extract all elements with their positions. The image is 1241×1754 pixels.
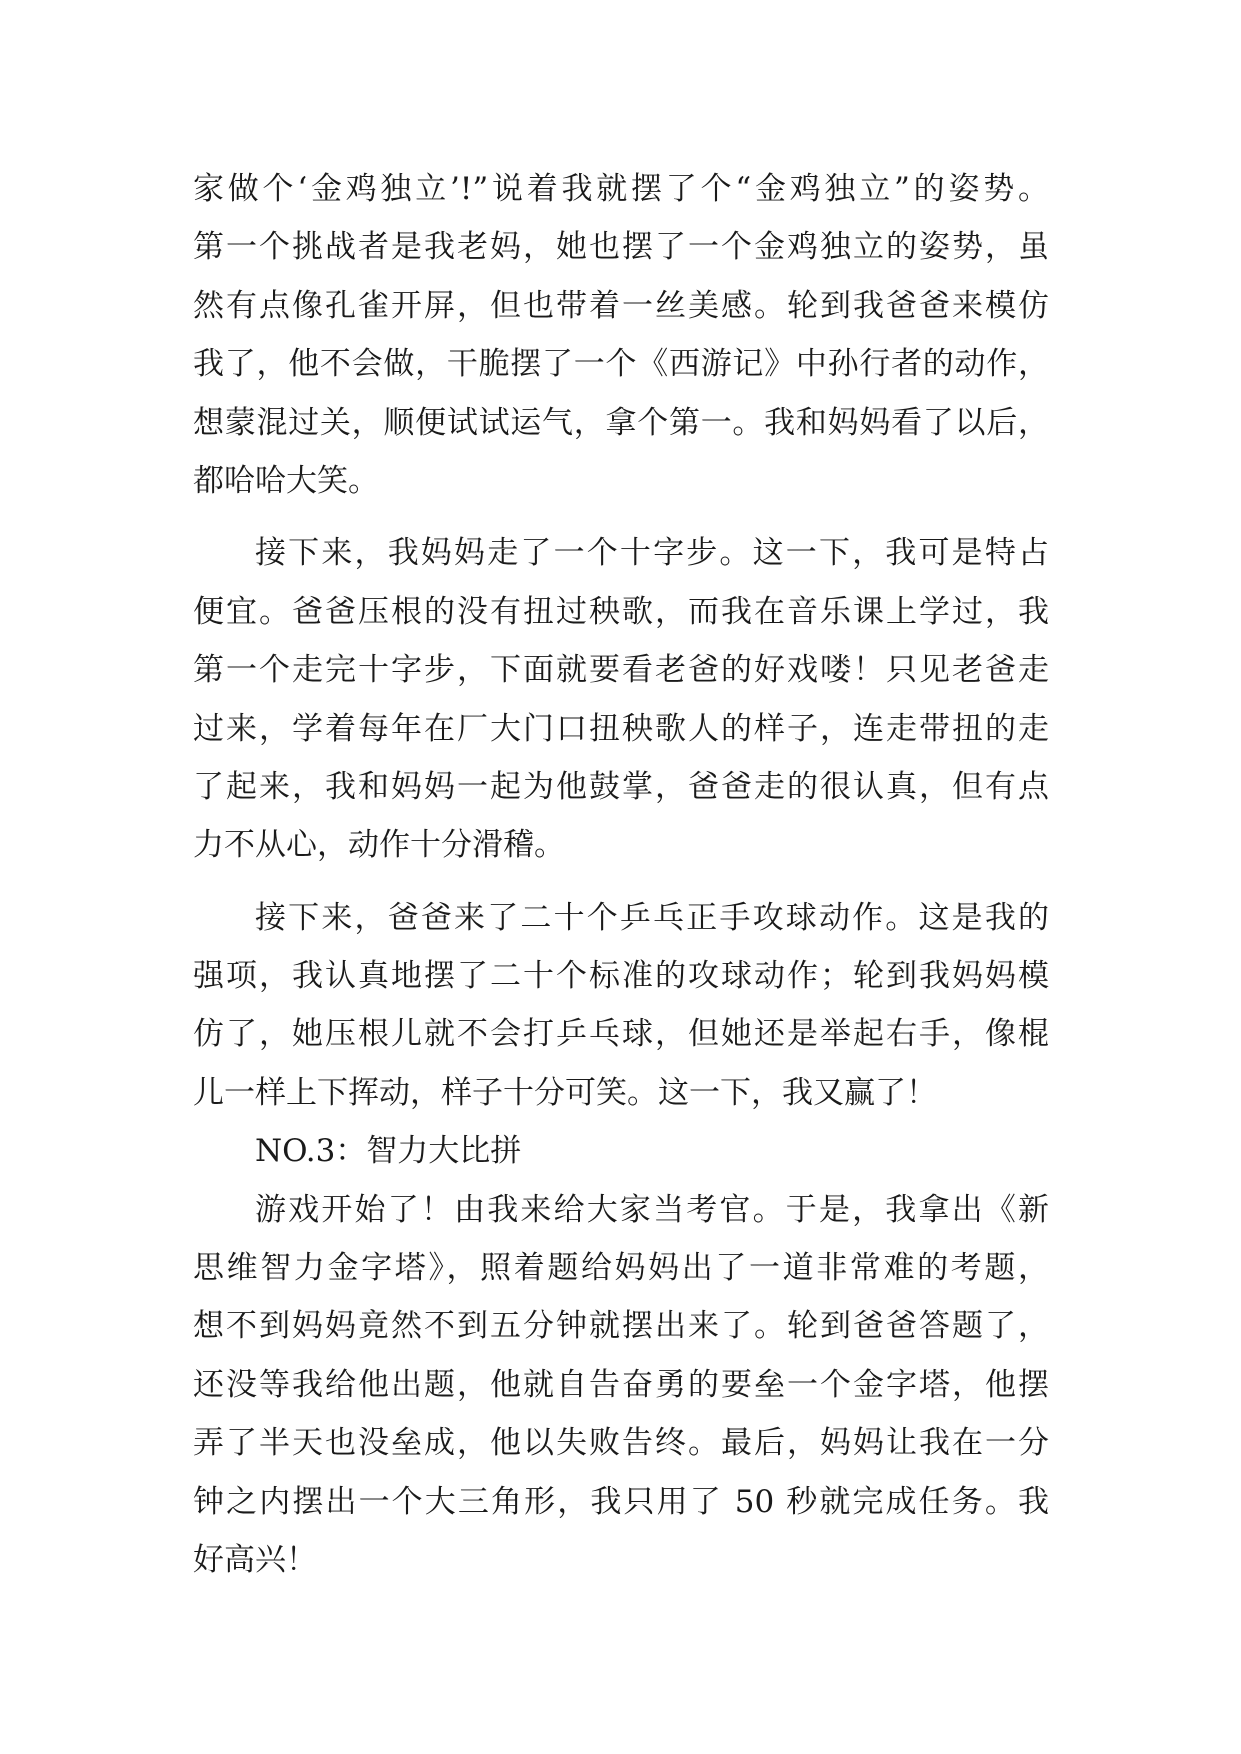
section-heading-text: NO.3：智力大比拼 [255,1133,522,1170]
text-line: 钟之内摆出一个大三角形，我只用了 50 秒就完成任务。我 [193,1483,1049,1520]
text-line: 思维智力金字塔》，照着题给妈妈出了一道非常难的考题， [193,1250,1049,1287]
text-line: 仿了，她压根儿就不会打乒乓球，但她还是举起右手，像棍 [193,1016,1049,1053]
text-line: 接下来，我妈妈走了一个十字步。这一下，我可是特占 [255,535,1049,572]
text-line: 都哈哈大笑。 [193,462,379,499]
text-line: 便宜。爸爸压根的没有扭过秧歌，而我在音乐课上学过，我 [193,593,1049,630]
text-line: 第一个挑战者是我老妈，她也摆了一个金鸡独立的姿势，虽 [193,229,1049,266]
text-line: 然有点像孔雀开屏，但也带着一丝美感。轮到我爸爸来模仿 [193,287,1049,324]
paragraph [193,889,1049,1123]
text-line: 好高兴！ [193,1541,317,1578]
text-line: 想不到妈妈竟然不到五分钟就摆出来了。轮到爸爸答题了， [193,1308,1049,1345]
paragraph [193,524,1049,874]
document-body [193,160,1049,1589]
text-line: 游戏开始了！由我来给大家当考官。于是，我拿出《新 [255,1191,1049,1228]
text-line: 强项，我认真地摆了二十个标准的攻球动作；轮到我妈妈模 [193,958,1049,995]
text-line: 还没等我给他出题，他就自告奋勇的要垒一个金字塔，他摆 [193,1366,1049,1403]
paragraph [193,160,1049,510]
paragraph [193,1181,1049,1590]
text-line: 第一个走完十字步，下面就要看老爸的好戏喽！只见老爸走 [193,652,1049,689]
text-line: 想蒙混过关，顺便试试运气，拿个第一。我和妈妈看了以后， [193,404,1049,441]
text-line: 过来，学着每年在厂大门口扭秧歌人的样子，连走带扭的走 [193,710,1049,747]
text-line: 家做个‘金鸡独立’!”说着我就摆了个“金鸡独立”的姿势。 [193,171,1049,207]
text-line: 了起来，我和妈妈一起为他鼓掌，爸爸走的很认真，但有点 [193,768,1049,805]
text-line: 我了，他不会做，干脆摆了一个《西游记》中孙行者的动作， [193,346,1049,383]
text-line: 弄了半天也没垒成，他以失败告终。最后，妈妈让我在一分 [193,1425,1049,1462]
text-line: 儿一样上下挥动，样子十分可笑。这一下，我又赢了！ [193,1074,937,1111]
text-line: 力不从心，动作十分滑稽。 [193,827,565,864]
text-line: 接下来，爸爸来了二十个乒乓正手攻球动作。这是我的 [255,899,1049,936]
section-heading [193,1122,1049,1180]
